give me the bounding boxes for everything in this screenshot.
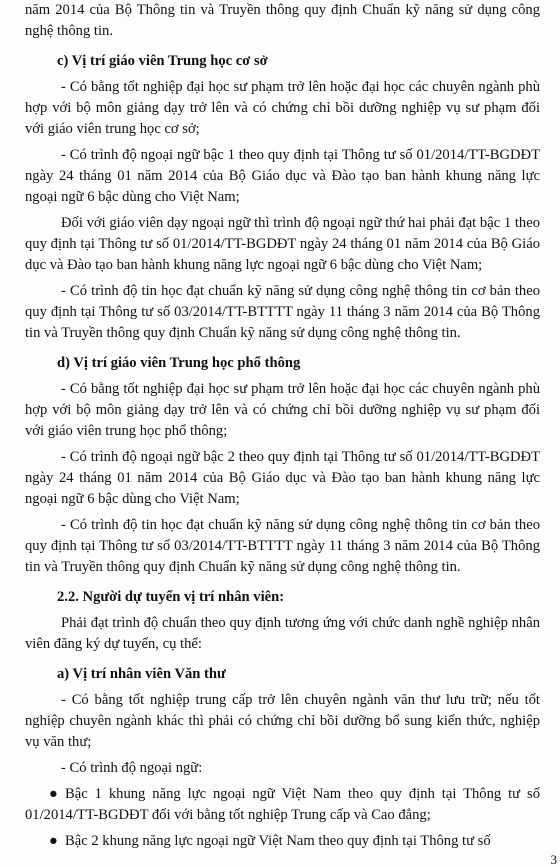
paragraph: - Có trình độ tin học đạt chuẩn kỹ năng sử dụng công nghệ thông tin cơ bản theo quy định tại Thông tư số 03/2014/TT-BTTTT ngày 11 tháng 3 năm 2014 của Bộ Thông tin và Truyền thông quy định Chuẩn kỹ năng sử dụng công nghệ thông tin.	[25, 517, 540, 575]
paragraph-continuation: năm 2014 của Bộ Thông tin và Truyền thông quy định Chuẩn kỹ năng sử dụng công nghệ thông tin.	[25, 2, 540, 39]
bullet-icon: ●	[49, 786, 58, 802]
bullet-text: Bậc 2 khung năng lực ngoại ngữ Việt Nam theo quy định tại Thông tư số	[65, 833, 491, 849]
paragraph: - Có bằng tốt nghiệp đại học sư phạm trở lên hoặc đại học các chuyên ngành phù hợp với bộ môn giảng dạy trở lên và có chứng chỉ bồi dưỡng nghiệp vụ sư phạm đối với giáo viên trung học cơ sở;	[25, 79, 540, 137]
section-heading-c: c) Vị trí giáo viên Trung học cơ sở	[57, 53, 268, 69]
paragraph: - Có bằng tốt nghiệp đại học sư phạm trở lên hoặc đại học các chuyên ngành phù hợp với bộ môn giảng dạy trở lên và có chứng chỉ bồi dưỡng nghiệp vụ sư phạm đối với giáo viên trung học phổ thông;	[25, 381, 540, 439]
page-number: 3	[550, 852, 557, 867]
paragraph: - Có trình độ ngoại ngữ bậc 1 theo quy định tại Thông tư số 01/2014/TT-BGDĐT ngày 24 tháng 01 năm 2014 của Bộ Giáo dục và Đào tạo ban hành khung năng lực ngoại ngữ 6 bậc dùng cho Việt Nam;	[25, 147, 540, 205]
paragraph: - Có trình độ ngoại ngữ:	[61, 760, 203, 776]
section-heading-2-2: 2.2. Người dự tuyển vị trí nhân viên:	[57, 589, 285, 605]
bullet-item	[25, 831, 540, 852]
paragraph: Phải đạt trình độ chuẩn theo quy định tương ứng với chức danh nghề nghiệp nhân viên đăng ký dự tuyển, cụ thể:	[25, 615, 540, 652]
paragraph: Đối với giáo viên dạy ngoại ngữ thì trình độ ngoại ngữ thứ hai phải đạt bậc 1 theo quy định tại Thông tư số 01/2014/TT-BGDĐT ngày 24 tháng 01 năm 2014 của Bộ Giáo dục và Đào tạo ban hành khung năng lực ngoại ngữ 6 bậc dùng cho Việt Nam;	[25, 215, 540, 273]
bullet-item	[25, 784, 540, 826]
paragraph: - Có trình độ tin học đạt chuẩn kỹ năng sử dụng công nghệ thông tin cơ bản theo quy định tại Thông tư số 03/2014/TT-BTTTT ngày 11 tháng 3 năm 2014 của Bộ Thông tin và Truyền thông quy định Chuẩn kỹ năng sử dụng công nghệ thông tin.	[25, 283, 540, 341]
section-heading-d: d) Vị trí giáo viên Trung học phổ thông	[57, 355, 301, 371]
bullet-icon: ●	[49, 833, 58, 849]
paragraph: - Có bằng tốt nghiệp trung cấp trở lên chuyên ngành văn thư lưu trữ; nếu tốt nghiệp chuyên ngành khác thì phải có chứng chỉ bồi dưỡng bổ sung kiến thức, nghiệp vụ văn thư;	[25, 692, 540, 750]
bullet-text: Bậc 1 khung năng lực ngoại ngữ Việt Nam theo quy định tại Thông tư số 01/2014/TT-BGDĐT đối với bằng tốt nghiệp Trung cấp và Cao đẳng;	[25, 786, 540, 823]
paragraph: - Có trình độ ngoại ngữ bậc 2 theo quy định tại Thông tư số 01/2014/TT-BGDĐT ngày 24 tháng 01 năm 2014 của Bộ Giáo dục và Đào tạo ban hành khung năng lực ngoại ngữ 6 bậc dùng cho Việt Nam;	[25, 449, 540, 507]
section-heading-a: a) Vị trí nhân viên Văn thư	[57, 666, 226, 682]
